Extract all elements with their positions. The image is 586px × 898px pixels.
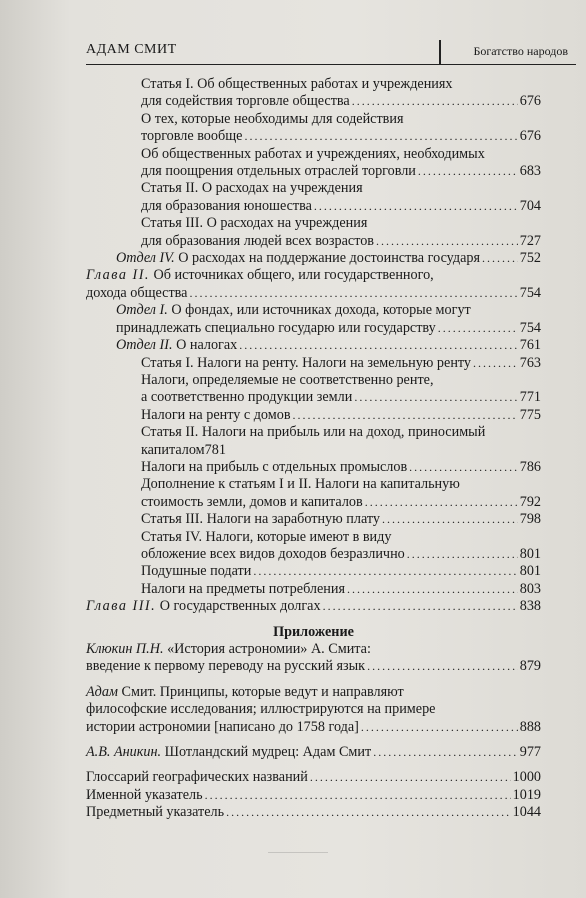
toc-entry <box>86 180 541 215</box>
toc-page-number: 754 <box>519 284 541 301</box>
toc-dot-leader <box>376 233 518 250</box>
toc-entry-title: дохода общества <box>86 284 188 301</box>
toc-dot-leader <box>314 198 518 215</box>
toc-entry-line <box>141 355 541 372</box>
toc-dot-leader <box>239 337 517 354</box>
toc-entry-text <box>141 76 453 92</box>
toc-entry-line <box>141 111 541 128</box>
toc-dot-leader <box>323 598 518 615</box>
toc-entry-label: Клюкин П.Н. <box>86 641 164 657</box>
header-divider <box>439 40 441 64</box>
toc-entry-text <box>141 372 434 388</box>
toc-entry-text <box>86 285 187 302</box>
toc-entry-title: Статья II. Налоги на прибыль или на доход, приносимый <box>141 424 486 441</box>
toc-entry <box>86 76 541 111</box>
toc-page-number: 1019 <box>512 786 541 803</box>
toc-entry-text <box>141 494 363 511</box>
toc-page-number: 803 <box>519 580 541 597</box>
toc-entry-title: Дополнение к статьям I и II. Налоги на капитальную <box>141 476 460 493</box>
toc-entry <box>86 769 541 786</box>
toc-dot-leader <box>189 285 517 302</box>
toc-entry-title: Налоги на предметы потребления <box>141 580 346 597</box>
toc-entry-text <box>141 180 363 196</box>
toc-entry-text <box>141 355 471 372</box>
toc-entry-label: Отдел II. <box>116 337 173 354</box>
toc-entry-text <box>141 233 374 250</box>
running-header <box>86 38 576 65</box>
toc-entry-title: для поощрения отдельных отраслей торговли <box>141 163 416 180</box>
toc-entry-title: Именной указатель <box>86 786 203 803</box>
toc-entry-line <box>86 769 541 786</box>
toc-entry <box>86 641 541 676</box>
toc-entry-title: торговле вообще <box>141 128 243 145</box>
toc-page-number: 761 <box>519 337 541 354</box>
toc-entry-text <box>141 407 291 424</box>
toc-entry-label: Глава III. <box>86 598 157 615</box>
toc-entry <box>86 598 541 615</box>
toc-page-number: 879 <box>519 658 541 675</box>
toc-entry <box>86 529 541 564</box>
toc-entry-text <box>141 511 380 528</box>
toc-entry-text <box>141 476 460 492</box>
toc-entry-text <box>141 389 352 406</box>
toc-entry-line <box>86 701 541 718</box>
toc-entry <box>86 511 541 528</box>
toc-entry-line <box>86 719 541 736</box>
toc-entry-line <box>86 598 541 615</box>
toc-entry-line <box>141 581 541 598</box>
toc-entry <box>86 804 541 821</box>
toc-dot-leader <box>347 581 518 598</box>
toc-entry-label: А.В. Аникин. <box>86 744 162 761</box>
toc-dot-leader <box>482 250 518 267</box>
toc-entry-title: О тех, которые необходимы для содействия <box>141 110 404 127</box>
toc-entry <box>86 581 541 598</box>
toc-entry-line <box>141 215 541 232</box>
toc-entry-title: для образования юношества <box>141 197 312 214</box>
toc-entry-line <box>141 198 541 215</box>
toc-entry-text <box>86 769 308 786</box>
table-of-contents <box>86 76 541 822</box>
toc-entry-title: О расходах на поддержание достоинства государя <box>174 250 481 267</box>
toc-entry-text <box>141 163 416 180</box>
toc-entry-text <box>86 744 371 761</box>
toc-entry-text <box>141 529 391 545</box>
toc-entry-title: Об источниках общего, или государственного, <box>149 267 434 284</box>
toc-page-number: 754 <box>519 319 541 336</box>
toc-entry-title: Налоги, определяемые не соответственно ренте, <box>141 371 434 388</box>
toc-entry-text <box>116 302 471 318</box>
toc-entry-title: Статья I. Налоги на ренту. Налоги на земельную ренту <box>141 354 472 371</box>
toc-entry-text <box>141 128 242 145</box>
toc-page-number: 763 <box>519 354 541 371</box>
toc-entry-line <box>141 546 541 563</box>
toc-entry-title: Статья I. Об общественных работах и учреждениях <box>141 76 453 92</box>
toc-entry-title: Шотландский мудрец: Адам Смит <box>161 744 372 761</box>
toc-page-number: 676 <box>519 128 541 145</box>
toc-entry <box>86 302 541 337</box>
toc-entry-text <box>141 581 345 598</box>
toc-entry-line <box>116 320 541 337</box>
toc-entry-title: Подушные подати <box>141 563 252 580</box>
toc-dot-leader <box>365 494 518 511</box>
toc-entry-line <box>86 787 541 804</box>
toc-page-number: 838 <box>519 598 541 615</box>
toc-entry-line <box>141 563 541 580</box>
toc-page-number: 977 <box>519 744 541 761</box>
toc-entry-line <box>141 424 541 441</box>
toc-entry-text <box>141 215 367 231</box>
toc-entry-text <box>141 93 350 110</box>
toc-entry-line <box>86 684 541 701</box>
toc-entry-line <box>141 459 541 476</box>
toc-dot-leader <box>352 93 518 110</box>
toc-entry-text <box>116 337 237 354</box>
toc-entry <box>86 563 541 580</box>
toc-entry-line <box>141 163 541 180</box>
toc-entry-title: Статья III. Налоги на заработную плату <box>141 511 380 528</box>
toc-entry-text <box>86 598 321 615</box>
toc-entry-title: обложение всех видов доходов безразлично <box>141 545 405 562</box>
toc-page-number: 683 <box>519 163 541 180</box>
toc-dot-leader <box>367 658 518 675</box>
toc-entry <box>86 215 541 250</box>
toc-entry <box>86 111 541 146</box>
toc-dot-leader <box>354 389 517 406</box>
toc-entry-title: введение к первому переводу на русский язык <box>86 658 366 675</box>
toc-dot-leader <box>407 546 518 563</box>
toc-entry-line <box>141 93 541 110</box>
toc-entry <box>86 250 541 267</box>
toc-entry-line <box>116 250 541 267</box>
toc-page-number: 1044 <box>512 804 541 821</box>
toc-dot-leader <box>253 563 517 580</box>
toc-dot-leader <box>361 719 518 736</box>
header-book-title: Богатство народов <box>473 44 568 58</box>
toc-entry-line <box>141 529 541 546</box>
toc-entry-title: Статья IV. Налоги, которые имеют в виду <box>141 528 392 545</box>
toc-entry-text <box>141 424 485 440</box>
toc-page-number: 752 <box>519 250 541 267</box>
toc-page-number: 727 <box>519 232 541 249</box>
toc-entry-line <box>141 442 541 459</box>
toc-entry-title: О фондах, или источниках дохода, которые могут <box>167 302 471 319</box>
toc-entry-title: стоимость земли, домов и капиталов <box>141 493 363 510</box>
toc-page-number: 1000 <box>512 769 541 786</box>
appendix-title: Приложение <box>273 623 354 640</box>
toc-entry-line <box>141 128 541 145</box>
toc-entry-title: Статья II. О расходах на учреждения <box>141 180 363 197</box>
toc-page-number: 792 <box>519 493 541 510</box>
toc-entry-line <box>86 744 541 761</box>
toc-entry-text <box>141 442 226 459</box>
toc-entry-title: Смит. Принципы, которые ведут и направляют <box>118 683 404 700</box>
toc-entry-line <box>86 658 541 675</box>
toc-entry <box>86 476 541 511</box>
toc-dot-leader <box>473 355 518 372</box>
toc-page-number: 704 <box>519 197 541 214</box>
toc-entry <box>86 407 541 424</box>
toc-entry <box>86 459 541 476</box>
toc-entry-text <box>141 546 405 563</box>
page-smudge <box>268 852 328 867</box>
toc-page-number: 798 <box>519 511 541 528</box>
toc-dot-leader <box>293 407 518 424</box>
toc-entry-text <box>141 146 485 162</box>
header-author: АДАМ СМИТ <box>86 42 177 57</box>
toc-dot-leader <box>244 128 517 145</box>
toc-dot-leader <box>382 511 518 528</box>
toc-entry-text <box>116 250 480 267</box>
toc-entry-line <box>141 180 541 197</box>
toc-entry-line <box>86 641 541 658</box>
toc-entry-text <box>86 267 434 283</box>
toc-entry-title: а соответственно продукции земли <box>141 389 353 406</box>
toc-entry-text <box>141 111 404 127</box>
toc-dot-leader <box>310 769 511 786</box>
toc-page-number: 801 <box>519 563 541 580</box>
toc-entry-text <box>86 641 371 657</box>
toc-entry <box>86 355 541 372</box>
toc-entry-line <box>86 285 541 302</box>
toc-entry <box>86 372 541 407</box>
toc-entry-title: «История астрономии» А. Смита: <box>163 641 371 657</box>
toc-entry-title: Статья III. О расходах на учреждения <box>141 215 368 232</box>
toc-entry-title: Об общественных работах и учреждениях, необходимых <box>141 145 485 162</box>
toc-entry-title: Предметный указатель <box>86 804 225 821</box>
toc-entry-line <box>86 267 541 284</box>
toc-entry-text <box>141 563 251 580</box>
toc-page-number: 786 <box>519 458 541 475</box>
toc-entry-line <box>116 302 541 319</box>
toc-entry-line <box>141 389 541 406</box>
toc-entry-line <box>141 233 541 250</box>
toc-entry <box>86 146 541 181</box>
toc-dot-leader <box>438 320 518 337</box>
toc-entry-title: Налоги на ренту с домов <box>141 406 291 423</box>
toc-dot-leader <box>373 744 518 761</box>
toc-entry-title: для образования людей всех возрастов <box>141 232 374 249</box>
toc-dot-leader <box>205 787 511 804</box>
toc-entry <box>86 684 541 736</box>
toc-page-number: 888 <box>519 718 541 735</box>
toc-page-number: 775 <box>519 406 541 423</box>
toc-entry <box>86 267 541 302</box>
toc-entry-title: Глоссарий географических названий <box>86 769 308 786</box>
toc-entry-text <box>141 459 407 476</box>
toc-dot-leader <box>226 804 511 821</box>
spacer <box>86 616 541 624</box>
toc-dot-leader <box>409 459 518 476</box>
toc-entry-line <box>116 337 541 354</box>
toc-entry-title: для содействия торговле общества <box>141 93 350 110</box>
toc-entry-title: философские исследования; иллюстрируются на примере <box>86 701 436 718</box>
toc-entry-line <box>141 476 541 493</box>
toc-entry-title: О государственных долгах <box>156 598 321 615</box>
toc-entry-text <box>86 719 359 736</box>
toc-entry-line <box>141 407 541 424</box>
toc-entry-line <box>86 804 541 821</box>
toc-entry-line <box>141 511 541 528</box>
toc-entry-label: Отдел IV. <box>116 250 175 267</box>
toc-entry-line <box>141 372 541 389</box>
toc-entry-title: Налоги на прибыль с отдельных промыслов <box>141 458 408 475</box>
toc-entry-label: Отдел I. <box>116 302 168 319</box>
toc-page-number: 801 <box>519 545 541 562</box>
toc-entry-text <box>141 198 312 215</box>
toc-entry-title: принадлежать специально государю или государству <box>116 319 436 336</box>
toc-entry-label: Адам <box>86 683 118 700</box>
toc-entry-line <box>141 146 541 163</box>
toc-page-number: 771 <box>519 389 541 406</box>
toc-entry-text <box>86 701 435 717</box>
toc-entry-line <box>141 76 541 93</box>
toc-entry <box>86 424 541 459</box>
toc-entry <box>86 744 541 761</box>
toc-entry-text <box>86 658 365 675</box>
toc-entry-line <box>141 494 541 511</box>
toc-entry-text <box>86 787 203 804</box>
toc-entry-title: истории астрономии [написано до 1758 года] <box>86 718 359 735</box>
toc-entry-text <box>86 684 404 700</box>
toc-dot-leader <box>418 163 518 180</box>
toc-entry <box>86 337 541 354</box>
toc-entry-text <box>116 320 436 337</box>
toc-entry <box>86 787 541 804</box>
toc-entry-text <box>86 804 224 821</box>
toc-entry-label: Глава II. <box>86 267 150 284</box>
toc-page-number: 676 <box>519 93 541 110</box>
toc-entry-title: О налогах <box>172 337 238 354</box>
toc-entry-title: капиталом781 <box>141 441 226 458</box>
